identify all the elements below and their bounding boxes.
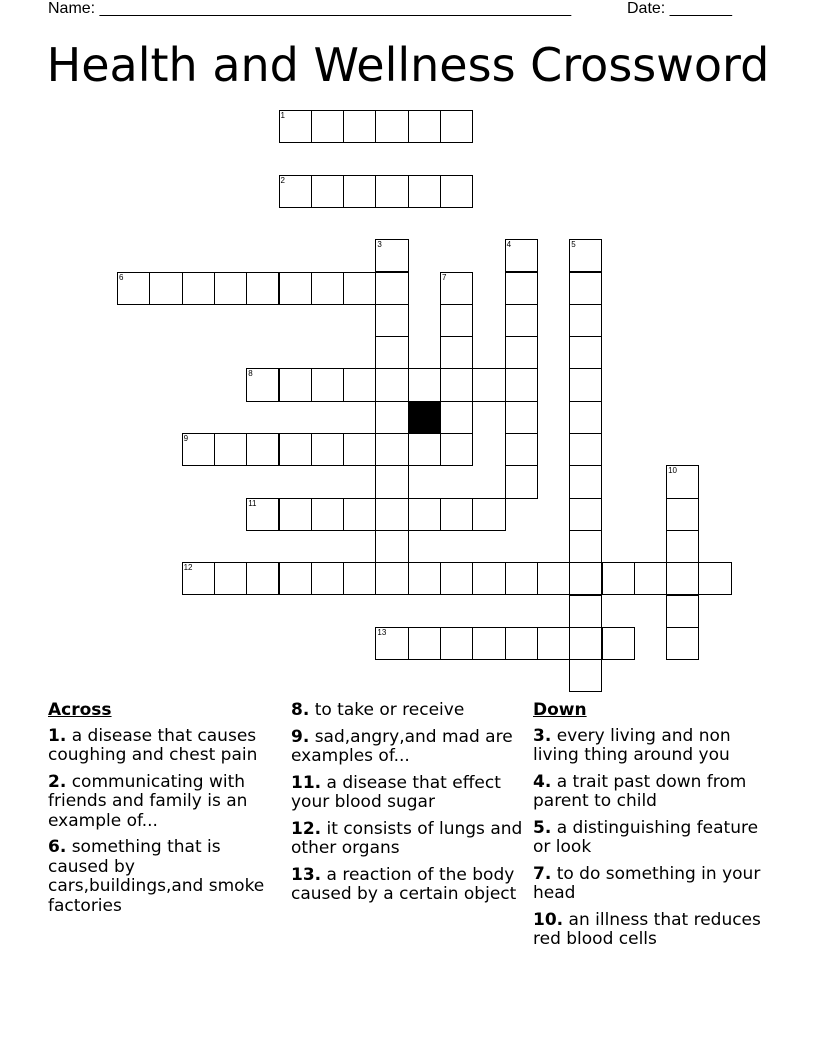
grid-cell[interactable] [279, 175, 312, 208]
grid-cell[interactable] [666, 562, 699, 595]
grid-cell[interactable] [505, 272, 538, 305]
clue-text: it consists of lungs and other organs [291, 818, 523, 858]
grid-cell[interactable] [279, 498, 312, 531]
clue-number: 4. [533, 771, 552, 792]
across-clues-column-2 [291, 701, 526, 912]
clue-down-5 [533, 819, 763, 858]
clue-number-label: 2 [280, 175, 285, 185]
grid-cell[interactable] [472, 368, 505, 401]
clue-number: 11. [291, 772, 322, 793]
clue-text: sad,angry,and mad are examples of... [291, 726, 513, 766]
grid-cell[interactable] [408, 175, 441, 208]
grid-cell[interactable] [666, 530, 699, 563]
grid-cell[interactable] [569, 530, 602, 563]
grid-cell[interactable] [440, 272, 473, 305]
clue-down-10 [533, 911, 763, 950]
grid-cell[interactable] [375, 530, 408, 563]
clue-down-4 [533, 773, 763, 812]
clue-number-label: 9 [183, 434, 189, 443]
clue-number: 1. [48, 725, 67, 746]
grid-cell[interactable] [440, 368, 473, 401]
grid-cell[interactable] [408, 627, 441, 660]
clue-number-label: 8 [248, 369, 253, 379]
grid-cell[interactable] [569, 562, 602, 595]
grid-cell[interactable] [375, 239, 408, 272]
grid-cell[interactable] [569, 368, 602, 401]
grid-cell[interactable] [537, 562, 570, 595]
grid-cell[interactable] [375, 336, 408, 369]
grid-cell[interactable] [279, 433, 312, 466]
clue-number: 12. [291, 818, 322, 839]
clue-across-1 [48, 727, 283, 766]
grid-cell[interactable] [408, 368, 441, 401]
grid-cell[interactable] [343, 175, 376, 208]
clue-across-11 [291, 774, 526, 813]
grid-cell[interactable] [569, 336, 602, 369]
clue-number-label: 7 [442, 272, 447, 282]
clue-text: to do something in your head [533, 863, 761, 903]
grid-cell[interactable] [375, 465, 408, 498]
clue-text: every living and non living thing around you [533, 725, 731, 765]
grid-cell[interactable] [505, 465, 538, 498]
grid-cell[interactable] [311, 562, 344, 595]
grid-cell[interactable] [343, 498, 376, 531]
grid-cell[interactable] [440, 498, 473, 531]
clue-text: to take or receive [314, 700, 465, 720]
grid-cell[interactable] [569, 659, 602, 692]
grid-cell[interactable] [214, 433, 247, 466]
across-clues-column-1 [48, 701, 283, 923]
grid-cell[interactable] [311, 498, 344, 531]
clue-number: 13. [291, 864, 322, 885]
grid-cell[interactable] [375, 498, 408, 531]
down-heading: Down [533, 700, 587, 720]
grid-cell[interactable] [246, 433, 279, 466]
clue-number-label: 12 [183, 563, 193, 573]
grid-cell[interactable] [440, 627, 473, 660]
clue-text: a reaction of the body caused by a certain object [291, 864, 517, 904]
grid-cell[interactable] [666, 627, 699, 660]
clue-text: something that is caused by cars,buildings,and smoke factories [48, 837, 265, 916]
clue-number: 5. [533, 817, 552, 838]
clue-number-label: 13 [377, 627, 387, 637]
grid-cell[interactable] [440, 336, 473, 369]
grid-cell[interactable] [666, 465, 699, 498]
grid-cell[interactable] [440, 433, 473, 466]
grid-cell[interactable] [569, 433, 602, 466]
grid-cell[interactable] [472, 498, 505, 531]
clue-number: 2. [48, 771, 67, 792]
grid-cell[interactable] [634, 562, 667, 595]
grid-cell[interactable] [569, 401, 602, 434]
grid-cell[interactable] [246, 368, 279, 401]
grid-cell[interactable] [182, 433, 215, 466]
clue-number: 6. [48, 837, 67, 857]
clue-number-label: 10 [668, 466, 677, 476]
grid-cell[interactable] [246, 562, 279, 595]
clue-text: an illness that reduces red blood cells [533, 909, 761, 949]
grid-cell[interactable] [343, 368, 376, 401]
grid-cell[interactable] [505, 401, 538, 434]
clue-across-8 [291, 701, 526, 721]
grid-cell[interactable] [408, 498, 441, 531]
grid-cell[interactable] [505, 336, 538, 369]
grid-cell[interactable] [182, 272, 215, 305]
grid-cell[interactable] [666, 498, 699, 531]
grid-cell[interactable] [505, 562, 538, 595]
clue-number: 9. [291, 726, 310, 747]
grid-cell[interactable] [375, 304, 408, 337]
grid-cell[interactable] [408, 433, 441, 466]
grid-cell[interactable] [311, 433, 344, 466]
grid-cell[interactable] [602, 627, 635, 660]
date-field[interactable]: Date: _______ [627, 0, 732, 17]
grid-cell[interactable] [440, 562, 473, 595]
grid-cell[interactable] [569, 304, 602, 337]
grid-cell[interactable] [440, 110, 473, 143]
grid-cell[interactable] [279, 562, 312, 595]
down-clues-column [533, 701, 763, 957]
clue-number: 8. [291, 700, 310, 720]
grid-cell[interactable] [246, 272, 279, 305]
across-heading: Across [48, 700, 112, 720]
grid-cell[interactable] [602, 562, 635, 595]
clue-text: a distinguishing feature or look [533, 817, 759, 857]
grid-cell[interactable] [375, 110, 408, 143]
grid-cell[interactable] [505, 239, 538, 272]
clue-down-7 [533, 865, 763, 904]
grid-cell[interactable] [311, 272, 344, 305]
clue-across-9 [291, 728, 526, 767]
name-field[interactable]: Name: _____________________________________________________ [48, 0, 572, 17]
clue-number-label: 1 [280, 111, 285, 120]
grid-cell[interactable] [279, 368, 312, 401]
clue-across-6 [48, 838, 283, 916]
grid-cell[interactable] [343, 433, 376, 466]
grid-cell[interactable] [117, 272, 150, 305]
grid-cell[interactable] [472, 627, 505, 660]
grid-cell[interactable] [698, 562, 731, 595]
clue-across-12 [291, 820, 526, 859]
black-cell [408, 401, 441, 434]
grid-cell[interactable] [279, 110, 312, 143]
grid-cell[interactable] [182, 562, 215, 595]
grid-cell[interactable] [214, 272, 247, 305]
grid-cell[interactable] [375, 175, 408, 208]
clue-text: a disease that effect your blood sugar [291, 772, 501, 812]
grid-cell[interactable] [246, 498, 279, 531]
grid-cell[interactable] [569, 498, 602, 531]
grid-cell[interactable] [505, 304, 538, 337]
grid-cell[interactable] [311, 368, 344, 401]
grid-cell[interactable] [505, 627, 538, 660]
grid-cell[interactable] [375, 368, 408, 401]
grid-cell[interactable] [440, 401, 473, 434]
clue-text: communicating with friends and family is an example of... [48, 771, 248, 831]
grid-cell[interactable] [375, 272, 408, 305]
clue-text: a disease that causes coughing and chest pain [48, 725, 258, 765]
grid-cell[interactable] [343, 562, 376, 595]
clue-number: 7. [533, 863, 552, 884]
grid-cell[interactable] [343, 110, 376, 143]
grid-cell[interactable] [569, 465, 602, 498]
grid-cell[interactable] [440, 304, 473, 337]
grid-cell[interactable] [569, 272, 602, 305]
grid-cell[interactable] [569, 595, 602, 628]
clue-across-2 [48, 773, 283, 832]
clue-down-3 [533, 727, 763, 766]
clue-number: 10. [533, 909, 564, 930]
page-title: Health and Wellness Crossword [46, 38, 770, 92]
clue-number-label: 11 [248, 498, 257, 508]
grid-cell[interactable] [505, 368, 538, 401]
grid-cell[interactable] [472, 562, 505, 595]
grid-cell[interactable] [569, 627, 602, 660]
grid-cell[interactable] [214, 562, 247, 595]
grid-cell[interactable] [311, 110, 344, 143]
grid-cell[interactable] [408, 562, 441, 595]
clue-number-label: 3 [377, 240, 382, 250]
grid-cell[interactable] [375, 433, 408, 466]
grid-cell[interactable] [343, 272, 376, 305]
grid-cell[interactable] [505, 433, 538, 466]
clue-text: a trait past down from parent to child [533, 771, 747, 811]
grid-cell[interactable] [375, 562, 408, 595]
grid-cell[interactable] [375, 627, 408, 660]
grid-cell[interactable] [311, 175, 344, 208]
grid-cell[interactable] [569, 239, 602, 272]
grid-cell[interactable] [440, 175, 473, 208]
clue-number-label: 6 [119, 272, 124, 282]
grid-cell[interactable] [537, 627, 570, 660]
grid-cell[interactable] [408, 110, 441, 143]
grid-cell[interactable] [375, 401, 408, 434]
grid-cell[interactable] [279, 272, 312, 305]
grid-cell[interactable] [666, 595, 699, 628]
clue-number-label: 4 [506, 240, 512, 250]
clue-number-label: 5 [571, 240, 576, 250]
grid-cell[interactable] [149, 272, 182, 305]
clue-number: 3. [533, 725, 552, 746]
clue-across-13 [291, 866, 526, 905]
